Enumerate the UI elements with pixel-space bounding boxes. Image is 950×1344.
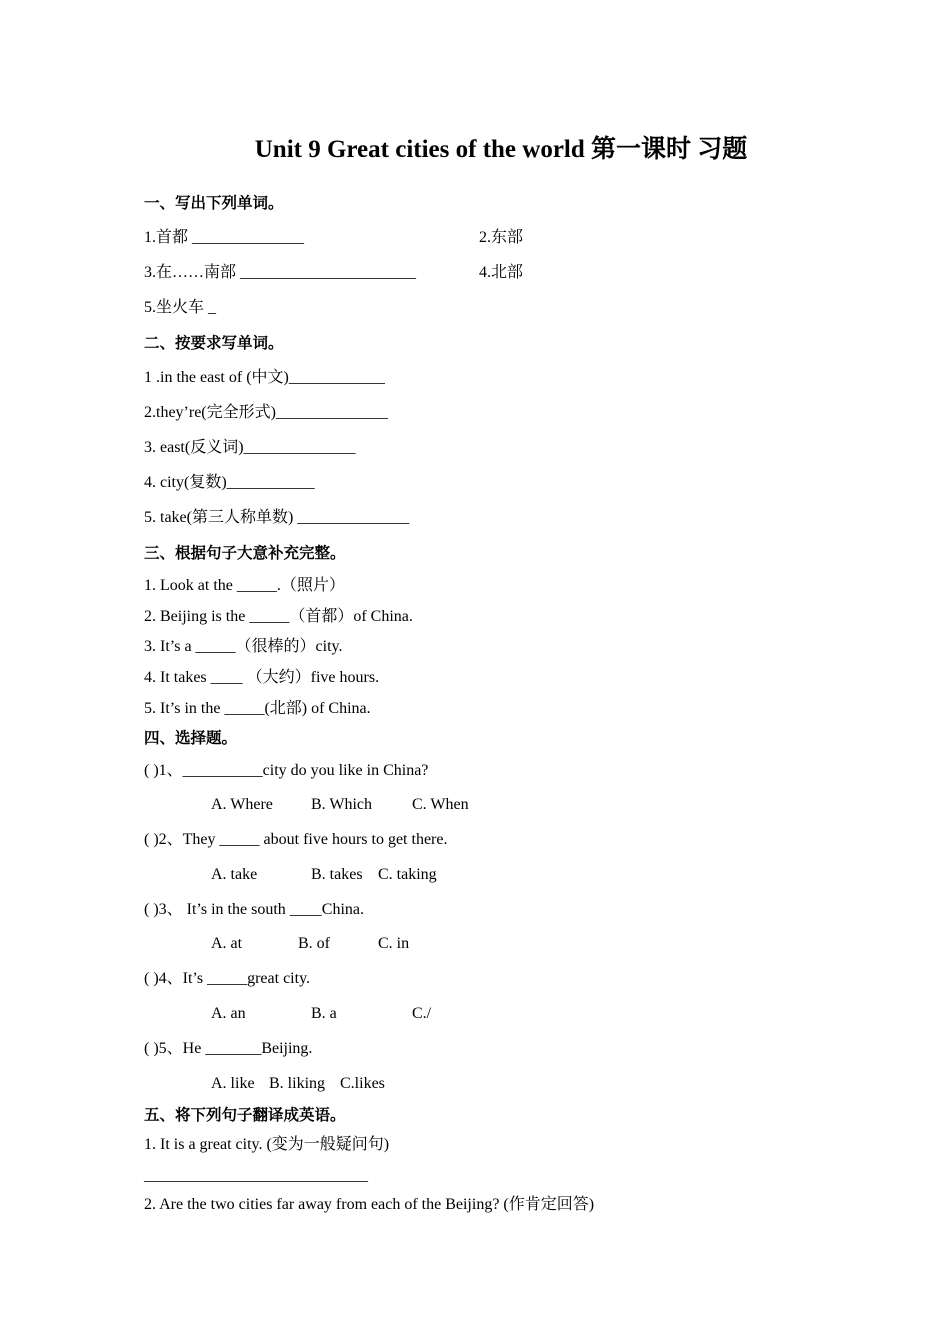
- s3-question: 3. It’s a _____（很棒的）city.: [144, 638, 343, 655]
- s3-question: 4. It takes ____ （大约）five hours.: [144, 669, 380, 686]
- s1-question-3: 3.在……南部 ______________________: [144, 264, 417, 281]
- s4-q2-option-a: A. take: [211, 866, 258, 883]
- s4-q5-stem: ( )5、He _______Beijing.: [144, 1040, 313, 1057]
- s4-q3-option-c: C. in: [378, 935, 410, 952]
- s4-q2-option-c: C. taking: [378, 866, 437, 883]
- s4-q4-stem: ( )4、It’s _____great city.: [144, 970, 311, 987]
- s5-answer-blank: ____________________________: [144, 1167, 368, 1184]
- s4-q3-option-a: A. at: [211, 935, 243, 952]
- s4-q4-option-a: A. an: [211, 1005, 246, 1022]
- s1-question-2: 2.东部: [479, 229, 524, 246]
- s1-question-5: 5.坐火车 _: [144, 299, 217, 316]
- s2-question: 2.they’re(完全形式)______________: [144, 404, 388, 421]
- s4-q5-option-c: C.likes: [340, 1075, 385, 1092]
- s2-question: 4. city(复数)___________: [144, 474, 315, 491]
- s5-question-2: 2. Are the two cities far away from each of the Beijing? (作肯定回答): [144, 1196, 595, 1213]
- s4-q1-option-a: A. Where: [211, 796, 273, 813]
- section-2-heading: 二、按要求写单词。: [144, 335, 284, 352]
- s2-question: 3. east(反义词)______________: [144, 439, 356, 456]
- s4-q4-option-c: C./: [412, 1005, 432, 1022]
- s4-q2-option-b: B. takes: [311, 866, 363, 883]
- section-4-heading: 四、选择题。: [144, 730, 238, 747]
- s3-question: 1. Look at the _____.（照片）: [144, 577, 345, 594]
- s1-question-4: 4.北部: [479, 264, 524, 281]
- s4-q1-option-c: C. When: [412, 796, 469, 813]
- s4-q1-stem: ( )1、__________city do you like in China?: [144, 762, 429, 779]
- s4-q5-option-b: B. liking: [269, 1075, 326, 1092]
- s5-question-1: 1. It is a great city. (变为一般疑问句): [144, 1136, 390, 1153]
- s4-q4-option-b: B. a: [311, 1005, 337, 1022]
- s4-q3-option-b: B. of: [298, 935, 330, 952]
- section-3-heading: 三、根据句子大意补充完整。: [144, 545, 346, 562]
- s1-question-1: 1.首都 ______________: [144, 229, 305, 246]
- s2-question: 5. take(第三人称单数) ______________: [144, 509, 410, 526]
- s4-q2-stem: ( )2、They _____ about five hours to get there.: [144, 831, 448, 848]
- s2-question: 1 .in the east of (中文)____________: [144, 369, 385, 386]
- s4-q1-option-b: B. Which: [311, 796, 373, 813]
- s3-question: 5. It’s in the _____(北部) of China.: [144, 700, 371, 717]
- page-title: Unit 9 Great cities of the world 第一课时 习题: [254, 136, 748, 163]
- s4-q3-stem: ( )3、 It’s in the south ____China.: [144, 901, 364, 918]
- section-1-heading: 一、写出下列单词。: [144, 195, 284, 212]
- s3-question: 2. Beijing is the _____（首都）of China.: [144, 608, 413, 625]
- section-5-heading: 五、将下列句子翻译成英语。: [144, 1107, 346, 1124]
- s4-q5-option-a: A. like: [211, 1075, 255, 1092]
